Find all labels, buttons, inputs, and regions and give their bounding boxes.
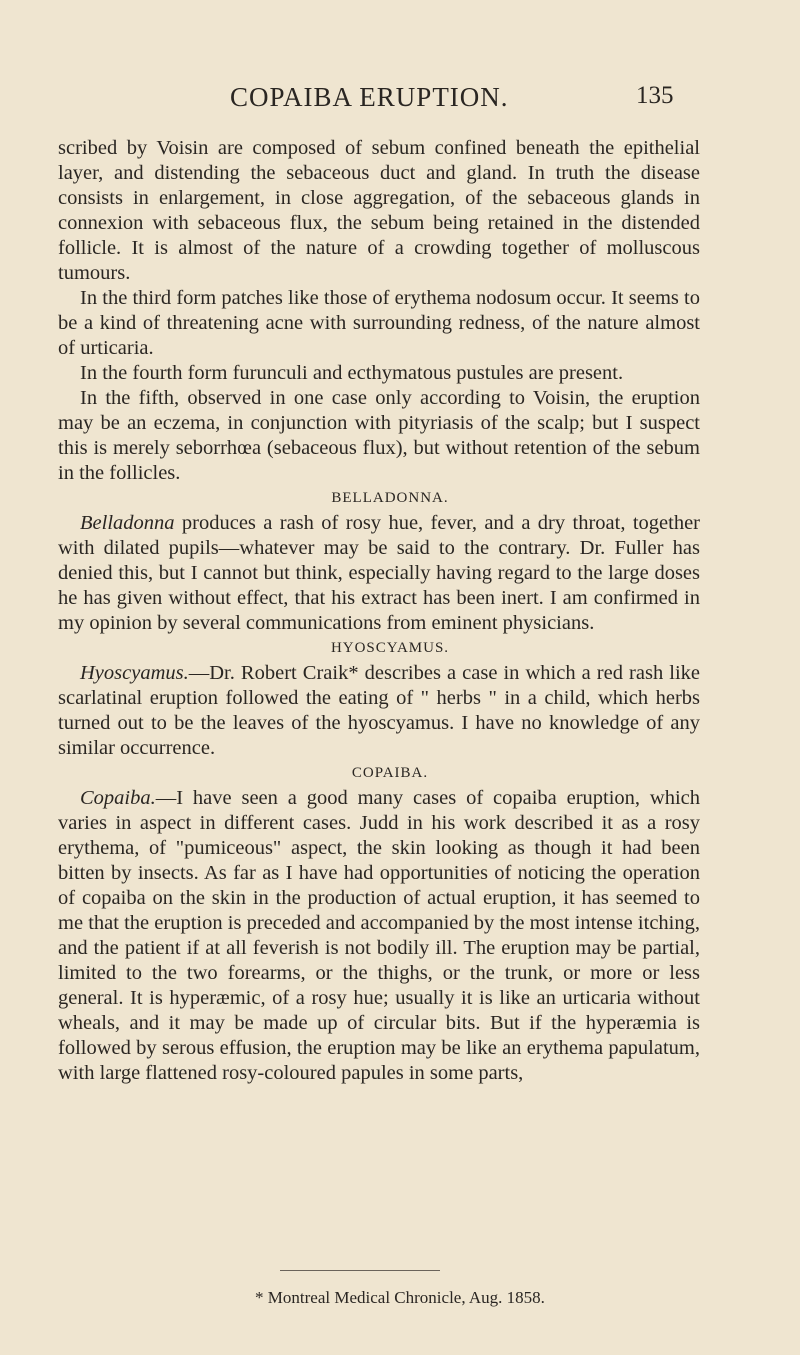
footnote-rule xyxy=(280,1270,440,1271)
lead-term-copaiba: Copaiba. xyxy=(80,787,156,809)
paragraph-fifth-form: In the fifth, observed in one case only according to Voisin, the eruption may be an eczema, in conjunction with pityriasis of the scalp; but I suspect this is merely seborrhœa (sebaceous flux), but without retention of the sebum in the follicles. xyxy=(58,387,700,484)
lead-term-hyoscyamus: Hyoscyamus. xyxy=(80,662,189,684)
page-number: 135 xyxy=(636,82,674,109)
section-heading-copaiba: COPAIBA. xyxy=(351,765,429,781)
running-head xyxy=(0,82,800,122)
paragraph-copaiba-text: —I have seen a good many cases of copaiba eruption, which varies in aspect in different cases. Judd in his work described it as a rosy erythema, of "pumiceous" aspect, the skin looking as though it had been bitten by insects. As far as I have had opportunities of noticing the operation of copaiba on the skin in the production of actual eruption, it has seemed to me that the eruption is preceded and accompanied by the most intense itching, and the patient if at all feverish is not bodily ill. The eruption may be partial, limited to the two forearms, or the thighs, or the trunk, or more or less general. It is hyperæmic, of a rosy hue; usually it is like an urticaria without wheals, and it may be made up of circular bits. But if the hyperæmia is followed by serous effusion, the eruption may be like an erythema papulatum, with large flattened rosy-coloured papules in some parts, xyxy=(58,787,700,1084)
paragraph-fourth-form: In the fourth form furunculi and ecthymatous pustules are present. xyxy=(80,362,624,384)
paragraph-belladonna-text: produces a rash of rosy hue, fever, and a dry throat, together with dilated pupils—whatever may be said to the contrary. Dr. Fuller has denied this, but I cannot but think, especially having regard to the large doses he has given without effect, that his extract has been inert. I am confirmed in my opinion by several communications from eminent physicians. xyxy=(58,512,700,634)
paragraph-copaiba xyxy=(58,786,700,1086)
paragraph-belladonna xyxy=(58,511,700,636)
paragraph-hyoscyamus-text: —Dr. Robert Craik* describes a case in which a red rash like scarlatinal eruption followed the eating of " herbs " in a child, which herbs turned out to be the leaves of the hyoscyamus. I have no knowledge of any similar occurrence. xyxy=(58,662,700,759)
footnote: * Montreal Medical Chronicle, Aug. 1858. xyxy=(255,1288,545,1307)
lead-term-belladonna: Belladonna xyxy=(80,512,175,534)
running-title: COPAIBA ERUPTION. xyxy=(230,82,509,112)
paragraph-hyoscyamus xyxy=(58,661,700,761)
paragraph-voisin-continuation: scribed by Voisin are composed of sebum confined beneath the epithelial layer, and distending the sebaceous duct and gland. In truth the disease consists in enlargement, in close aggregation, of the sebaceous glands in connexion with sebaceous flux, the sebum being retained in the distended follicle. It is almost of the nature of a crowding together of molluscous tumours. xyxy=(58,137,700,284)
section-heading-hyoscyamus: HYOSCYAMUS. xyxy=(330,640,450,656)
body-text xyxy=(58,136,700,1086)
section-heading-belladonna: BELLADONNA. xyxy=(331,490,449,506)
paragraph-third-form: In the third form patches like those of erythema nodosum occur. It seems to be a kind of threatening acne with surrounding redness, of the nature almost of urticaria. xyxy=(58,287,700,359)
